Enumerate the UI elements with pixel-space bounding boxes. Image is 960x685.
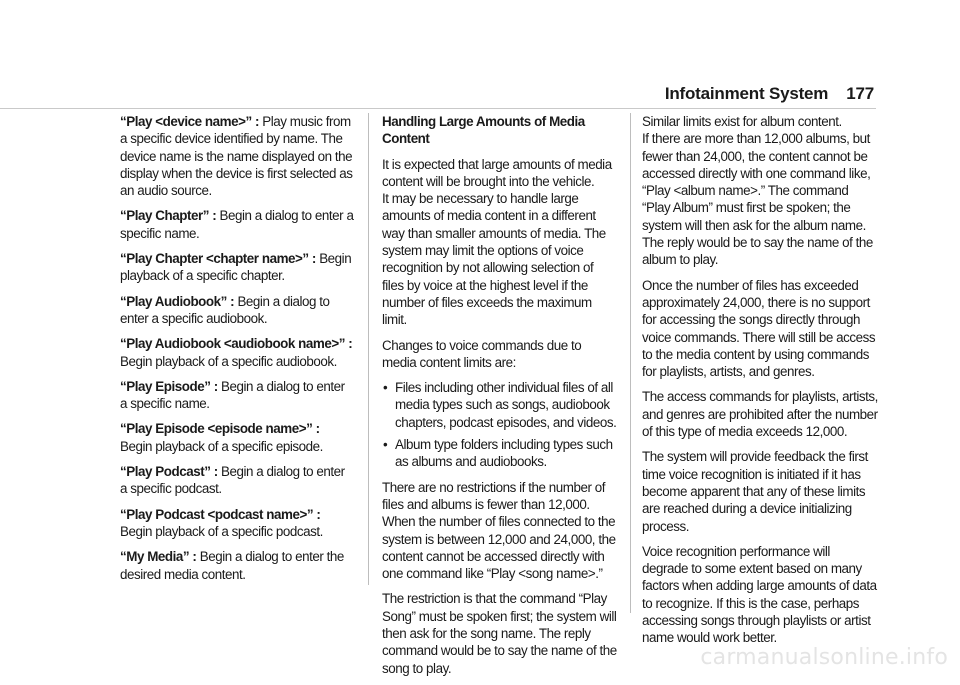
paragraph: Similar limits exist for album content. — [642, 114, 842, 129]
paragraph: Once the number of files has exceeded approximately 24,000, there is no support for accessing the songs directly through voice commands. There will still be access to the media content by using commands for playlists, artists, and genres. — [642, 277, 876, 380]
paragraph: It is expected that large amounts of media content will be brought into the vehicle. — [382, 156, 612, 189]
paragraph: The access commands for playlists, artists, and genres are prohibited after the number of this type of media exceeds 12,000. — [642, 389, 878, 440]
entry-play-chapter-name: “Play Chapter <chapter name>” : Begin playback of a specific chapter. — [120, 251, 352, 284]
column-2 — [382, 113, 618, 685]
paragraph: If there are more than 12,000 albums, but fewer than 24,000, the content cannot be accessed directly with one command like, “Play <album name>.” The command “Play Album” must first be spoken; the system will then ask for the album name. The reply would be to say the name of the album to play. — [642, 131, 873, 268]
page-header — [665, 84, 874, 104]
watermark: carmanualsonline.info — [700, 645, 948, 670]
entry-play-episode: “Play Episode” : Begin a dialog to enter a specific name. — [120, 378, 345, 412]
bullet-icon: • — [383, 380, 388, 396]
bullet-icon: • — [383, 437, 388, 453]
column-3 — [642, 113, 878, 655]
entry-play-podcast-name: “Play Podcast <podcast name>” : Begin playback of a specific podcast. — [120, 506, 323, 539]
entry-play-device: “Play <device name>” : Play music from a specific device identified by name. The device name is the name displayed on the display when the device is first selected as an audio source. — [120, 114, 353, 199]
list-item: • Files including other individual files of all media types such as songs, audiobook chapters, podcast episodes, and videos. — [383, 380, 617, 430]
page-number: 177 — [846, 84, 874, 103]
list-item: • Album type folders including types such as albums and audiobooks. — [383, 437, 613, 470]
paragraph: Voice recognition performance will degrade to some extent based on many factors when adding large amounts of data to recognize. If this is the case, perhaps accessing songs through playlists or artist name would work better. — [642, 543, 877, 646]
column-divider — [630, 113, 631, 613]
paragraph: The restriction is that the command “Play Song” must be spoken first; the system will then ask for the song name. The reply command would be to say the name of the song to play. — [382, 591, 617, 676]
entry-play-audiobook: “Play Audiobook” : Begin a dialog to enter a specific audiobook. — [120, 293, 330, 326]
entry-play-episode-name: “Play Episode <episode name>” : Begin playback of a specific episode. — [120, 421, 323, 454]
header-rule — [0, 108, 876, 109]
section-title: Infotainment System — [664, 84, 829, 103]
column-divider — [368, 113, 369, 585]
entry-play-audiobook-name: “Play Audiobook <audiobook name>” : Begin playback of a specific audiobook. — [120, 336, 353, 369]
paragraph: The system will provide feedback the first time voice recognition is initiated if it has become apparent that any of these limits are reached during a device initializing process. — [642, 449, 868, 534]
entry-play-chapter: “Play Chapter” : Begin a dialog to enter a specific name. — [120, 208, 354, 241]
section-heading: Handling Large Amounts of Media Content — [382, 114, 585, 147]
entry-play-podcast: “Play Podcast” : Begin a dialog to enter a specific podcast. — [120, 464, 345, 497]
paragraph: It may be necessary to handle large amounts of media content in a different way than smaller amounts of media. The system may limit the options of voice recognition by not allowing selection of files by voice at the highest level if the number of files exceeds the maximum limit. — [382, 191, 606, 328]
column-1 — [120, 113, 354, 591]
paragraph: There are no restrictions if the number of files and albums is fewer than 12,000. When the number of files connected to the system is between 12,000 and 24,000, the content cannot be accessed directly with one command like “Play <song name>.” — [382, 479, 616, 582]
entry-my-media: “My Media” : Begin a dialog to enter the desired media content. — [120, 549, 344, 582]
paragraph: Changes to voice commands due to media content limits are: — [382, 337, 582, 370]
